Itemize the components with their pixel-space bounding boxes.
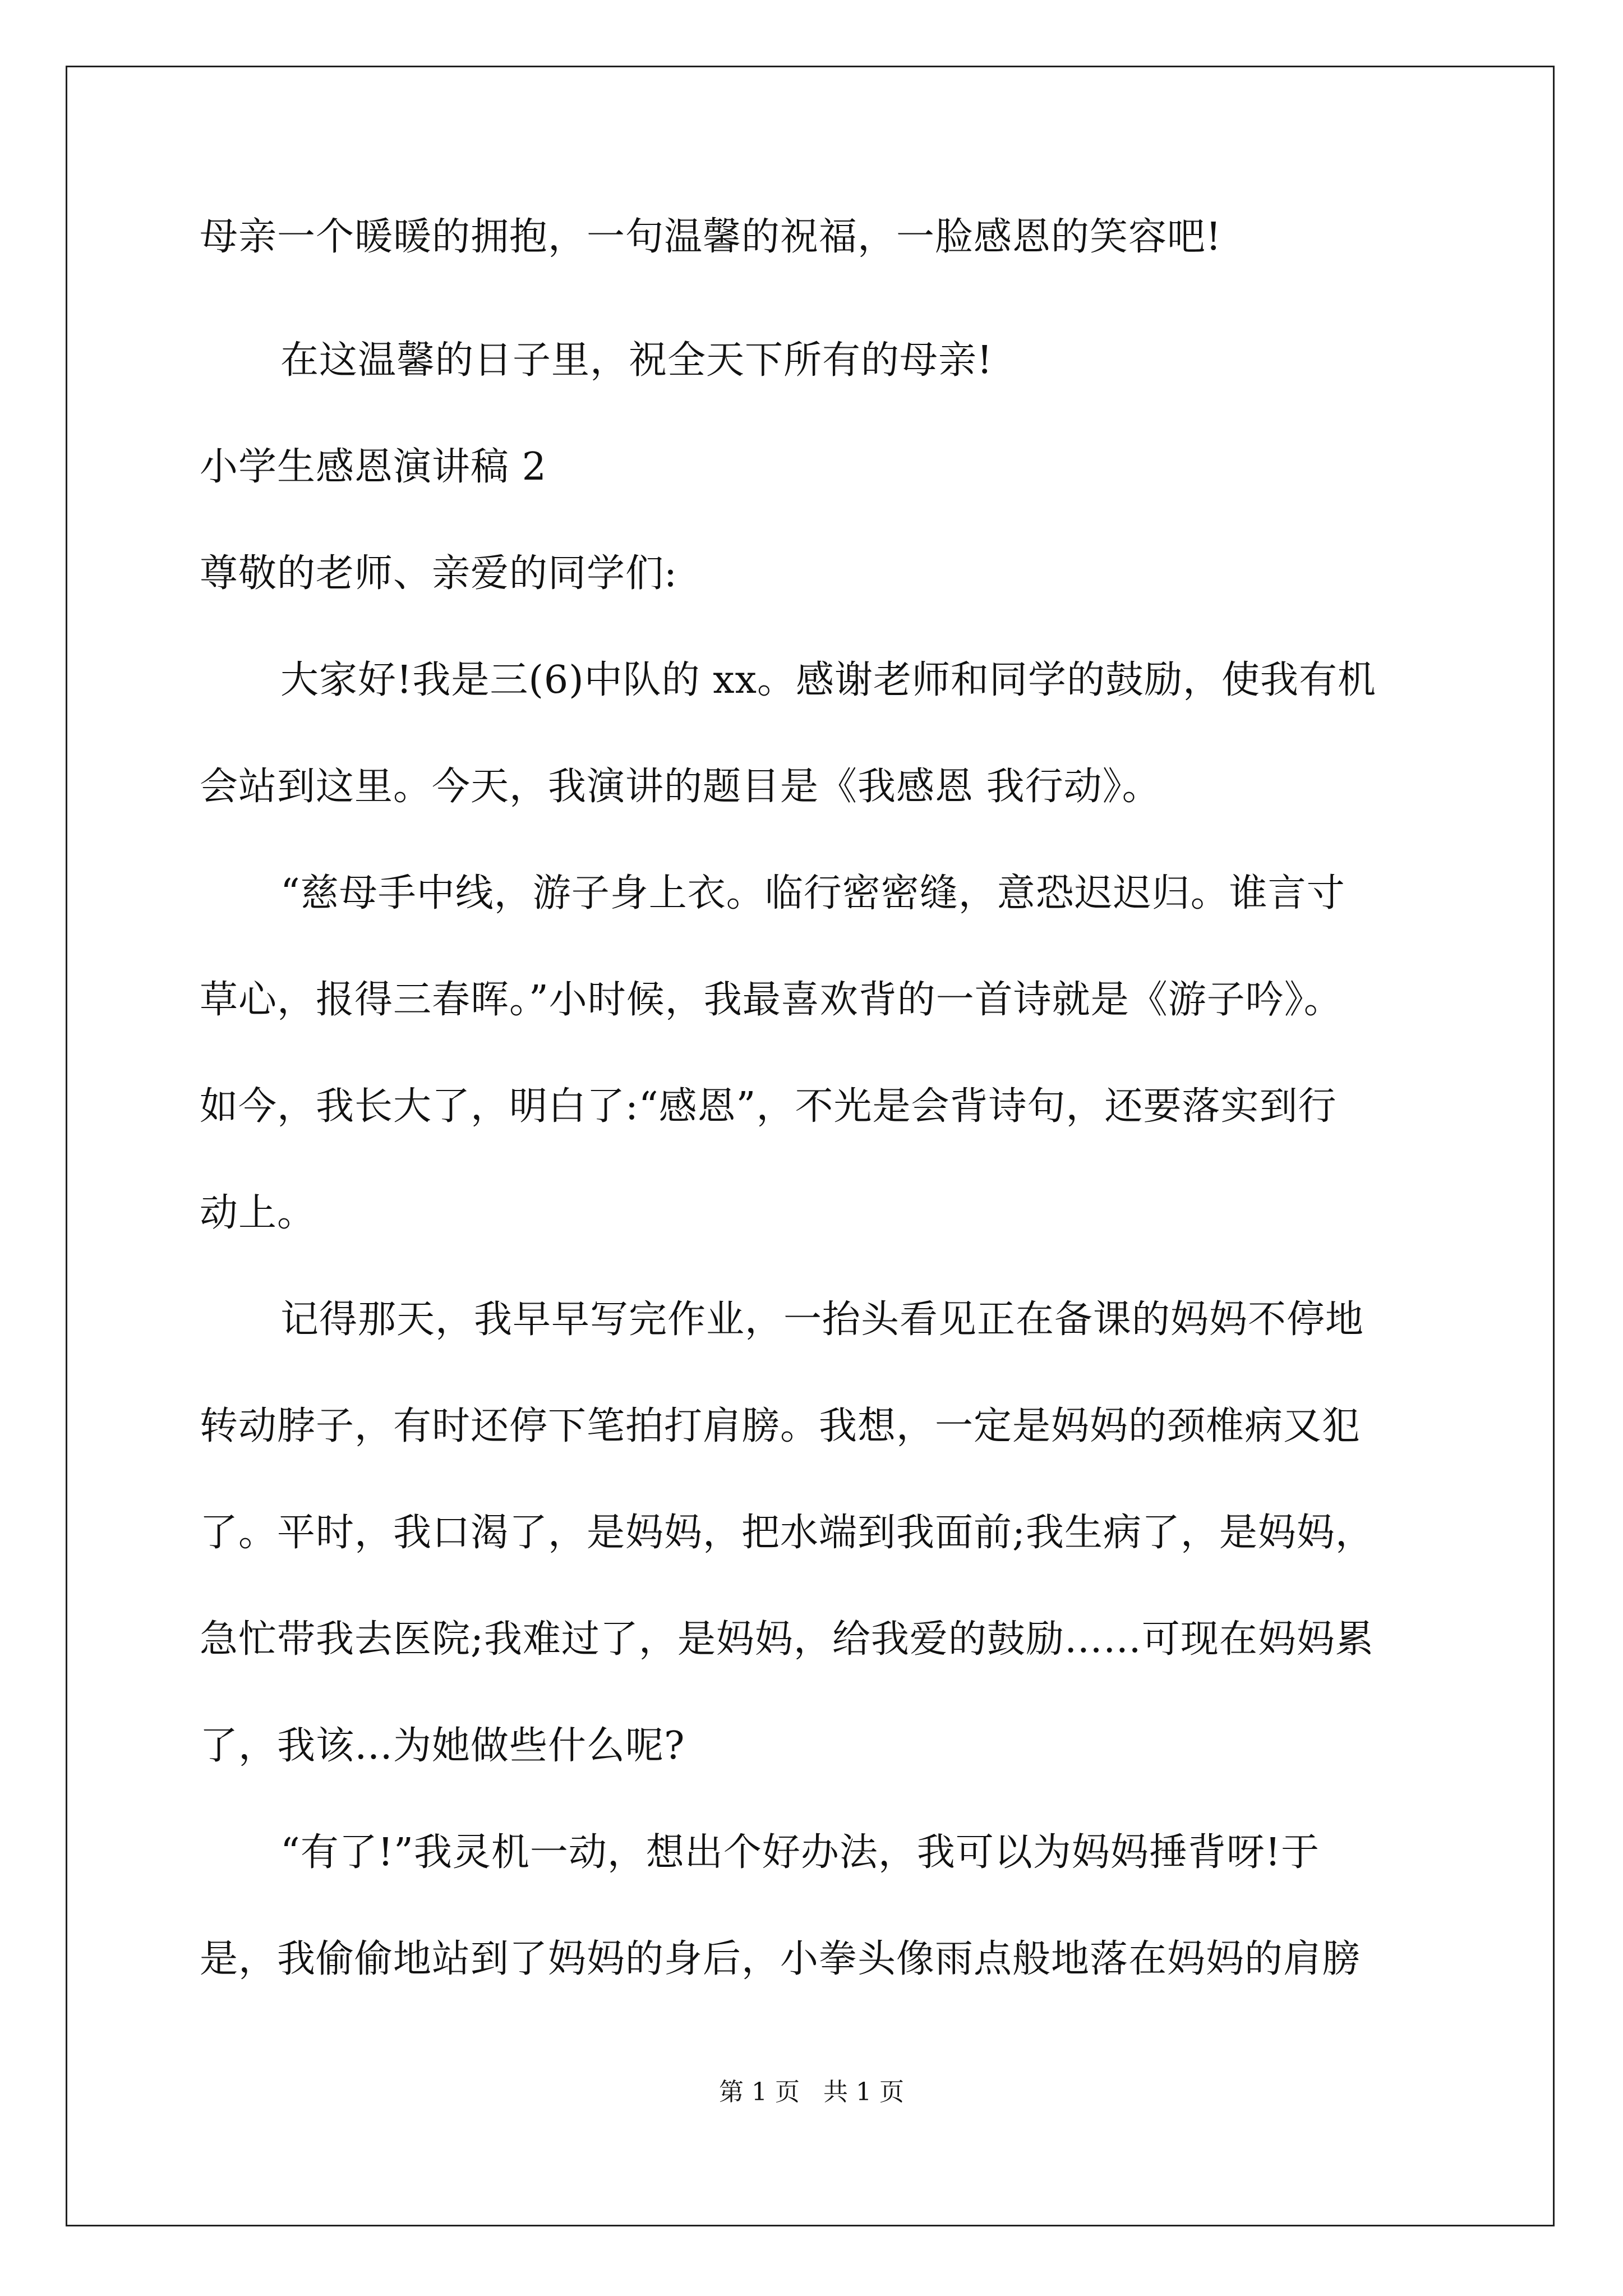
body-line-8: 草心，报得三春晖。”小时候，我最喜欢背的一首诗就是《游子吟》。: [200, 978, 1343, 1022]
body-line-17: 是，我偷偷地站到了妈妈的身后，小拳头像雨点般地落在妈妈的肩膀: [200, 1937, 1361, 1981]
salutation-line: 尊敬的老师、亲爱的同学们:: [200, 551, 677, 596]
page-number-footer: 第 1 页 共 1 页: [719, 2078, 904, 2106]
body-line-16: “有了!”我灵机一动，想出个好办法，我可以为妈妈捶背呀!于: [280, 1830, 1320, 1875]
body-line-7: “慈母手中线，游子身上衣。临行密密缝，意恐迟迟归。谁言寸: [280, 871, 1345, 915]
body-line-6: 会站到这里。今天，我演讲的题目是《我感恩 我行动》。: [200, 765, 1161, 809]
section-heading: 小学生感恩演讲稿 2: [200, 445, 547, 489]
body-line-14: 急忙带我去医院;我难过了，是妈妈，给我爱的鼓励……可现在妈妈累: [200, 1617, 1374, 1662]
page-frame: [66, 66, 1555, 2226]
body-line-15: 了，我该…为她做些什么呢?: [200, 1724, 685, 1768]
body-line-1: 母亲一个暖暖的拥抱，一句温馨的祝福，一脸感恩的笑容吧!: [200, 215, 1222, 259]
body-line-10: 动上。: [200, 1191, 316, 1235]
body-line-5: 大家好!我是三(6)中队的 xx。感谢老师和同学的鼓励，使我有机: [280, 658, 1376, 702]
body-line-12: 转动脖子，有时还停下笔拍打肩膀。我想，一定是妈妈的颈椎病又犯: [200, 1404, 1361, 1448]
body-line-13: 了。平时，我口渴了，是妈妈，把水端到我面前;我生病了，是妈妈，: [200, 1511, 1374, 1555]
body-line-9: 如今，我长大了，明白了:“感恩”，不光是会背诗句，还要落实到行: [200, 1084, 1337, 1129]
body-line-11: 记得那天，我早早写完作业，一抬头看见正在备课的妈妈不停地: [280, 1297, 1364, 1342]
body-line-2: 在这温馨的日子里，祝全天下所有的母亲!: [280, 338, 993, 383]
